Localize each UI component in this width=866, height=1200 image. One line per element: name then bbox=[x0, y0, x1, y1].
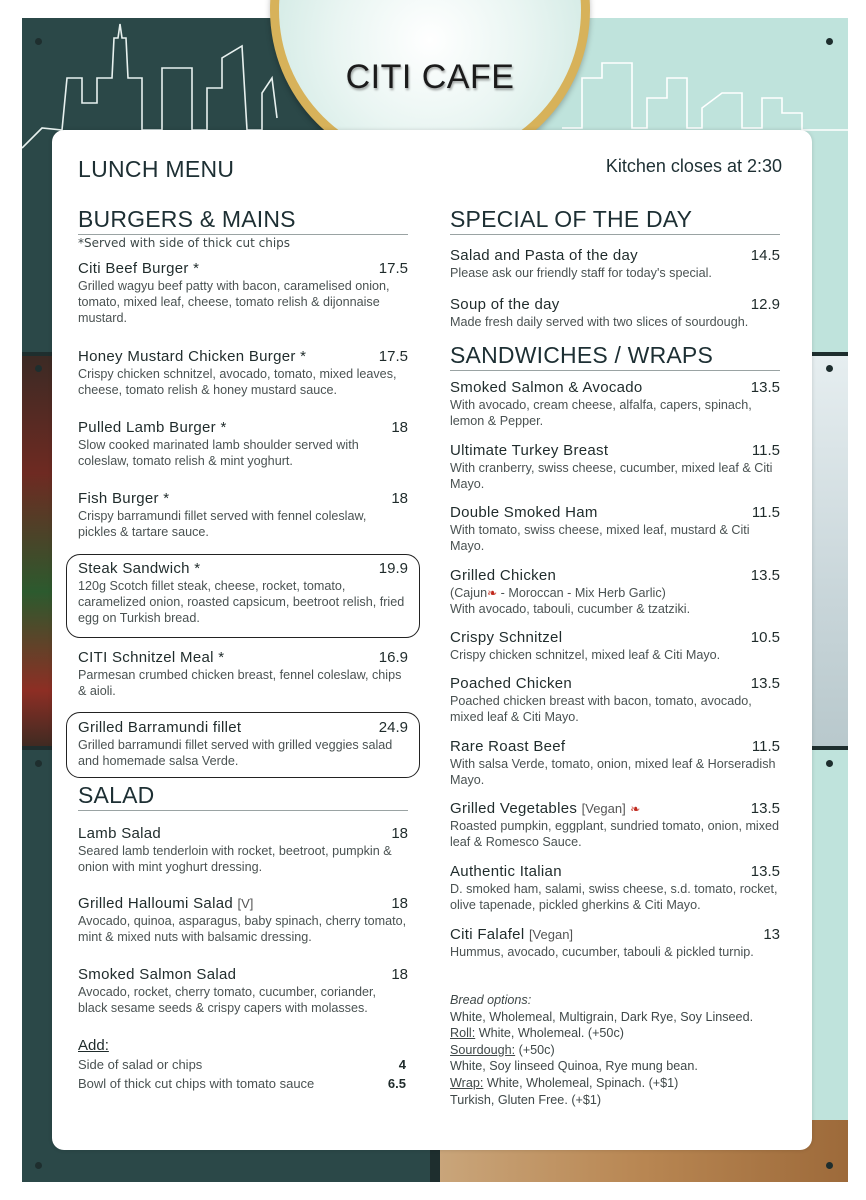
frame-rail-left-1 bbox=[22, 352, 54, 356]
item-name bbox=[450, 926, 573, 943]
item-price: 18 bbox=[391, 825, 408, 842]
item-price: 24.9 bbox=[378, 719, 408, 736]
bread-line-roll bbox=[450, 1025, 790, 1042]
item-price: 18 bbox=[391, 419, 408, 436]
item-description: Parmesan crumbed chicken breast, fennel coleslaw, chips & aioli. bbox=[78, 668, 402, 698]
item-name: Smoked Salmon & Avocado bbox=[450, 379, 643, 396]
item-name: Crispy Schnitzel bbox=[450, 629, 563, 646]
frame-dot bbox=[826, 760, 833, 767]
menu-item bbox=[450, 504, 780, 554]
item-description: 120g Scotch fillet steak, cheese, rocket, tomato, caramelized onion, roasted capsicum, beetroot relish, fried egg on Turkish bread. bbox=[78, 579, 405, 625]
item-price: 11.5 bbox=[751, 442, 780, 459]
item-price: 13.5 bbox=[750, 675, 780, 692]
frame-rail-right-2 bbox=[812, 746, 848, 750]
item-price: 10.5 bbox=[750, 629, 780, 646]
item-price: 13.5 bbox=[750, 863, 780, 880]
bread-text: White, Wholemeal, Spinach. (+$1) bbox=[483, 1075, 679, 1090]
item-tag: [Vegan] bbox=[528, 927, 574, 942]
section-heading-burgers: BURGERS & MAINS bbox=[78, 206, 408, 235]
menu-item bbox=[78, 966, 408, 1016]
bread-label: Wrap: bbox=[450, 1075, 484, 1090]
item-description: With tomato, swiss cheese, mixed leaf, mustard & Citi Mayo. bbox=[450, 523, 750, 553]
item-price: 11.5 bbox=[751, 504, 780, 521]
item-name: Double Smoked Ham bbox=[450, 504, 598, 521]
menu-item bbox=[450, 567, 780, 617]
item-description: With salsa Verde, tomato, onion, mixed leaf & Horseradish Mayo. bbox=[450, 757, 776, 787]
frame-dot bbox=[35, 1162, 42, 1169]
item-description: Avocado, rocket, cherry tomato, cucumber, coriander, black sesame seeds & crispy capers with molasses. bbox=[78, 985, 376, 1015]
chili-icon: ❧ bbox=[630, 802, 641, 816]
add-on-label: Bowl of thick cut chips with tomato sauce bbox=[78, 1076, 315, 1091]
menu-item bbox=[450, 379, 780, 429]
item-name: Smoked Salmon Salad bbox=[78, 966, 237, 983]
item-description: Crispy chicken schnitzel, avocado, tomato, mixed leaves, cheese, tomato relish & honey mustard sauce. bbox=[78, 367, 397, 397]
item-name-text: Grilled Vegetables bbox=[450, 800, 578, 817]
burgers-chips-note: *Served with side of thick cut chips bbox=[78, 236, 291, 250]
menu-item bbox=[450, 738, 780, 788]
item-name: Soup of the day bbox=[450, 296, 560, 313]
bread-text: (+50c) bbox=[515, 1042, 555, 1057]
item-tag: [Vegan] bbox=[581, 801, 626, 816]
item-price: 17.5 bbox=[378, 348, 408, 365]
brand-title: CITI CAFE bbox=[345, 58, 515, 96]
item-description: With avocado, cream cheese, alfalfa, capers, spinach, lemon & Pepper. bbox=[450, 398, 752, 428]
kitchen-closing-note: Kitchen closes at 2:30 bbox=[605, 156, 782, 176]
section-heading-sandwiches: SANDWICHES / WRAPS bbox=[450, 342, 780, 371]
item-price: 17.5 bbox=[378, 260, 408, 277]
frame-dot bbox=[826, 365, 833, 372]
item-tag: [V] bbox=[237, 896, 254, 911]
item-price: 12.9 bbox=[750, 296, 780, 313]
bread-label: Sourdough: bbox=[450, 1042, 516, 1057]
bread-line: Turkish, Gluten Free. (+$1) bbox=[450, 1092, 602, 1107]
item-name: Honey Mustard Chicken Burger * bbox=[78, 348, 307, 365]
item-description: Poached chicken breast with bacon, tomato, avocado, mixed leaf & Citi Mayo. bbox=[450, 694, 752, 724]
bread-line: White, Wholemeal, Multigrain, Dark Rye, Soy Linseed. bbox=[450, 1009, 754, 1024]
item-description: Grilled barramundi fillet served with grilled veggies salad and homemade salsa Verde. bbox=[78, 738, 393, 768]
item-name: Ultimate Turkey Breast bbox=[450, 442, 609, 459]
item-name: Grilled Chicken bbox=[450, 567, 557, 584]
food-photo-left bbox=[22, 355, 54, 750]
item-price: 11.5 bbox=[751, 738, 780, 755]
menu-item bbox=[450, 442, 780, 492]
add-on-label: Side of salad or chips bbox=[78, 1057, 203, 1072]
frame-dot bbox=[826, 1162, 833, 1169]
menu-item bbox=[450, 675, 780, 725]
menu-item bbox=[78, 825, 408, 875]
chili-icon: ❧ bbox=[487, 586, 498, 600]
item-description: With cranberry, swiss cheese, cucumber, mixed leaf & Citi Mayo. bbox=[450, 461, 773, 491]
item-name bbox=[450, 800, 641, 817]
item-name: Rare Roast Beef bbox=[450, 738, 566, 755]
item-name: Authentic Italian bbox=[450, 863, 562, 880]
item-name: Poached Chicken bbox=[450, 675, 573, 692]
bread-text: White, Wholemeal. (+50c) bbox=[475, 1026, 624, 1041]
add-ons-heading: Add: bbox=[78, 1037, 109, 1054]
frame-dot bbox=[35, 365, 42, 372]
menu-item bbox=[78, 490, 408, 540]
item-name-text: Grilled Halloumi Salad bbox=[78, 895, 233, 912]
menu-item bbox=[78, 649, 408, 699]
item-price: 13 bbox=[763, 926, 780, 943]
item-description: With avocado, tabouli, cucumber & tzatziki. bbox=[450, 602, 691, 616]
food-photo-right bbox=[812, 355, 848, 750]
menu-item bbox=[78, 419, 408, 469]
add-on-row bbox=[78, 1057, 406, 1072]
menu-item bbox=[78, 895, 408, 945]
item-options bbox=[450, 585, 780, 601]
item-name: Pulled Lamb Burger * bbox=[78, 419, 227, 436]
option-text: (Cajun bbox=[450, 586, 488, 600]
menu-item bbox=[450, 296, 780, 330]
item-description: Hummus, avocado, cucumber, tabouli & pickled turnip. bbox=[450, 945, 754, 959]
item-name: Steak Sandwich * bbox=[78, 560, 201, 577]
frame-dot bbox=[35, 38, 42, 45]
item-name: Lamb Salad bbox=[78, 825, 162, 842]
item-description: Avocado, quinoa, asparagus, baby spinach, cherry tomato, mint & mixed nuts with balsamic dressing. bbox=[78, 914, 407, 944]
item-price: 18 bbox=[391, 490, 408, 507]
item-description: Made fresh daily served with two slices of sourdough. bbox=[450, 315, 749, 329]
item-description: Seared lamb tenderloin with rocket, beetroot, pumpkin & onion with mint yoghurt dressing. bbox=[78, 844, 392, 874]
item-name bbox=[78, 895, 253, 912]
item-description: Grilled wagyu beef patty with bacon, caramelised onion, tomato, mixed leaf, cheese, tomato relish & dijonnaise mustard. bbox=[78, 279, 390, 325]
item-price: 16.9 bbox=[378, 649, 408, 666]
menu-title: LUNCH MENU bbox=[78, 156, 235, 182]
menu-item bbox=[450, 800, 780, 850]
bread-heading: Bread options: bbox=[450, 993, 532, 1007]
frame-rail-right-1 bbox=[812, 352, 848, 356]
item-name-text: Citi Falafel bbox=[450, 926, 525, 943]
menu-item bbox=[450, 247, 780, 281]
option-text: - Moroccan - Mix Herb Garlic) bbox=[497, 586, 666, 600]
frame-dot bbox=[35, 760, 42, 767]
item-description: Slow cooked marinated lamb shoulder served with coleslaw, tomato relish & mint yoghurt. bbox=[78, 438, 359, 468]
item-price: 13.5 bbox=[750, 379, 780, 396]
bread-line-sourdough bbox=[450, 1042, 790, 1059]
item-price: 14.5 bbox=[750, 247, 780, 264]
item-description: Roasted pumpkin, eggplant, sundried tomato, onion, mixed leaf & Romesco Sauce. bbox=[450, 819, 780, 849]
section-heading-special: SPECIAL OF THE DAY bbox=[450, 206, 780, 235]
menu-item bbox=[78, 719, 408, 769]
frame-rail-left-2 bbox=[22, 746, 54, 750]
item-price: 19.9 bbox=[378, 560, 408, 577]
item-name: CITI Schnitzel Meal * bbox=[78, 649, 225, 666]
item-price: 18 bbox=[391, 895, 408, 912]
bread-line: White, Soy linseed Quinoa, Rye mung bean. bbox=[450, 1059, 698, 1074]
menu-item bbox=[78, 348, 408, 398]
menu-item bbox=[450, 926, 780, 960]
frame-dot bbox=[826, 38, 833, 45]
item-name: Salad and Pasta of the day bbox=[450, 247, 638, 264]
item-price: 13.5 bbox=[750, 800, 780, 817]
item-description: Crispy chicken schnitzel, mixed leaf & Citi Mayo. bbox=[450, 648, 721, 662]
section-heading-salad: SALAD bbox=[78, 782, 408, 811]
menu-item bbox=[450, 629, 780, 663]
item-name: Citi Beef Burger * bbox=[78, 260, 200, 277]
item-name: Grilled Barramundi fillet bbox=[78, 719, 242, 736]
item-name: Fish Burger * bbox=[78, 490, 170, 507]
add-on-row bbox=[78, 1076, 406, 1091]
add-on-price: 6.5 bbox=[387, 1076, 406, 1091]
menu-item bbox=[450, 863, 780, 913]
menu-item bbox=[78, 560, 408, 626]
bread-options bbox=[450, 992, 790, 1108]
item-description: Please ask our friendly staff for today's special. bbox=[450, 266, 712, 280]
item-description: D. smoked ham, salami, swiss cheese, s.d. tomato, rocket, olive tapenade, pickled gherkins & Citi Mayo. bbox=[450, 882, 778, 912]
frame-rail-bottom bbox=[430, 1150, 440, 1182]
item-description: Crispy barramundi fillet served with fennel coleslaw, pickles & tartare sauce. bbox=[78, 509, 367, 539]
bread-label: Roll: bbox=[450, 1026, 476, 1041]
item-price: 13.5 bbox=[750, 567, 780, 584]
bread-line-wrap bbox=[450, 1075, 790, 1092]
menu-item bbox=[78, 260, 408, 326]
add-on-price: 4 bbox=[398, 1057, 406, 1072]
item-price: 18 bbox=[391, 966, 408, 983]
